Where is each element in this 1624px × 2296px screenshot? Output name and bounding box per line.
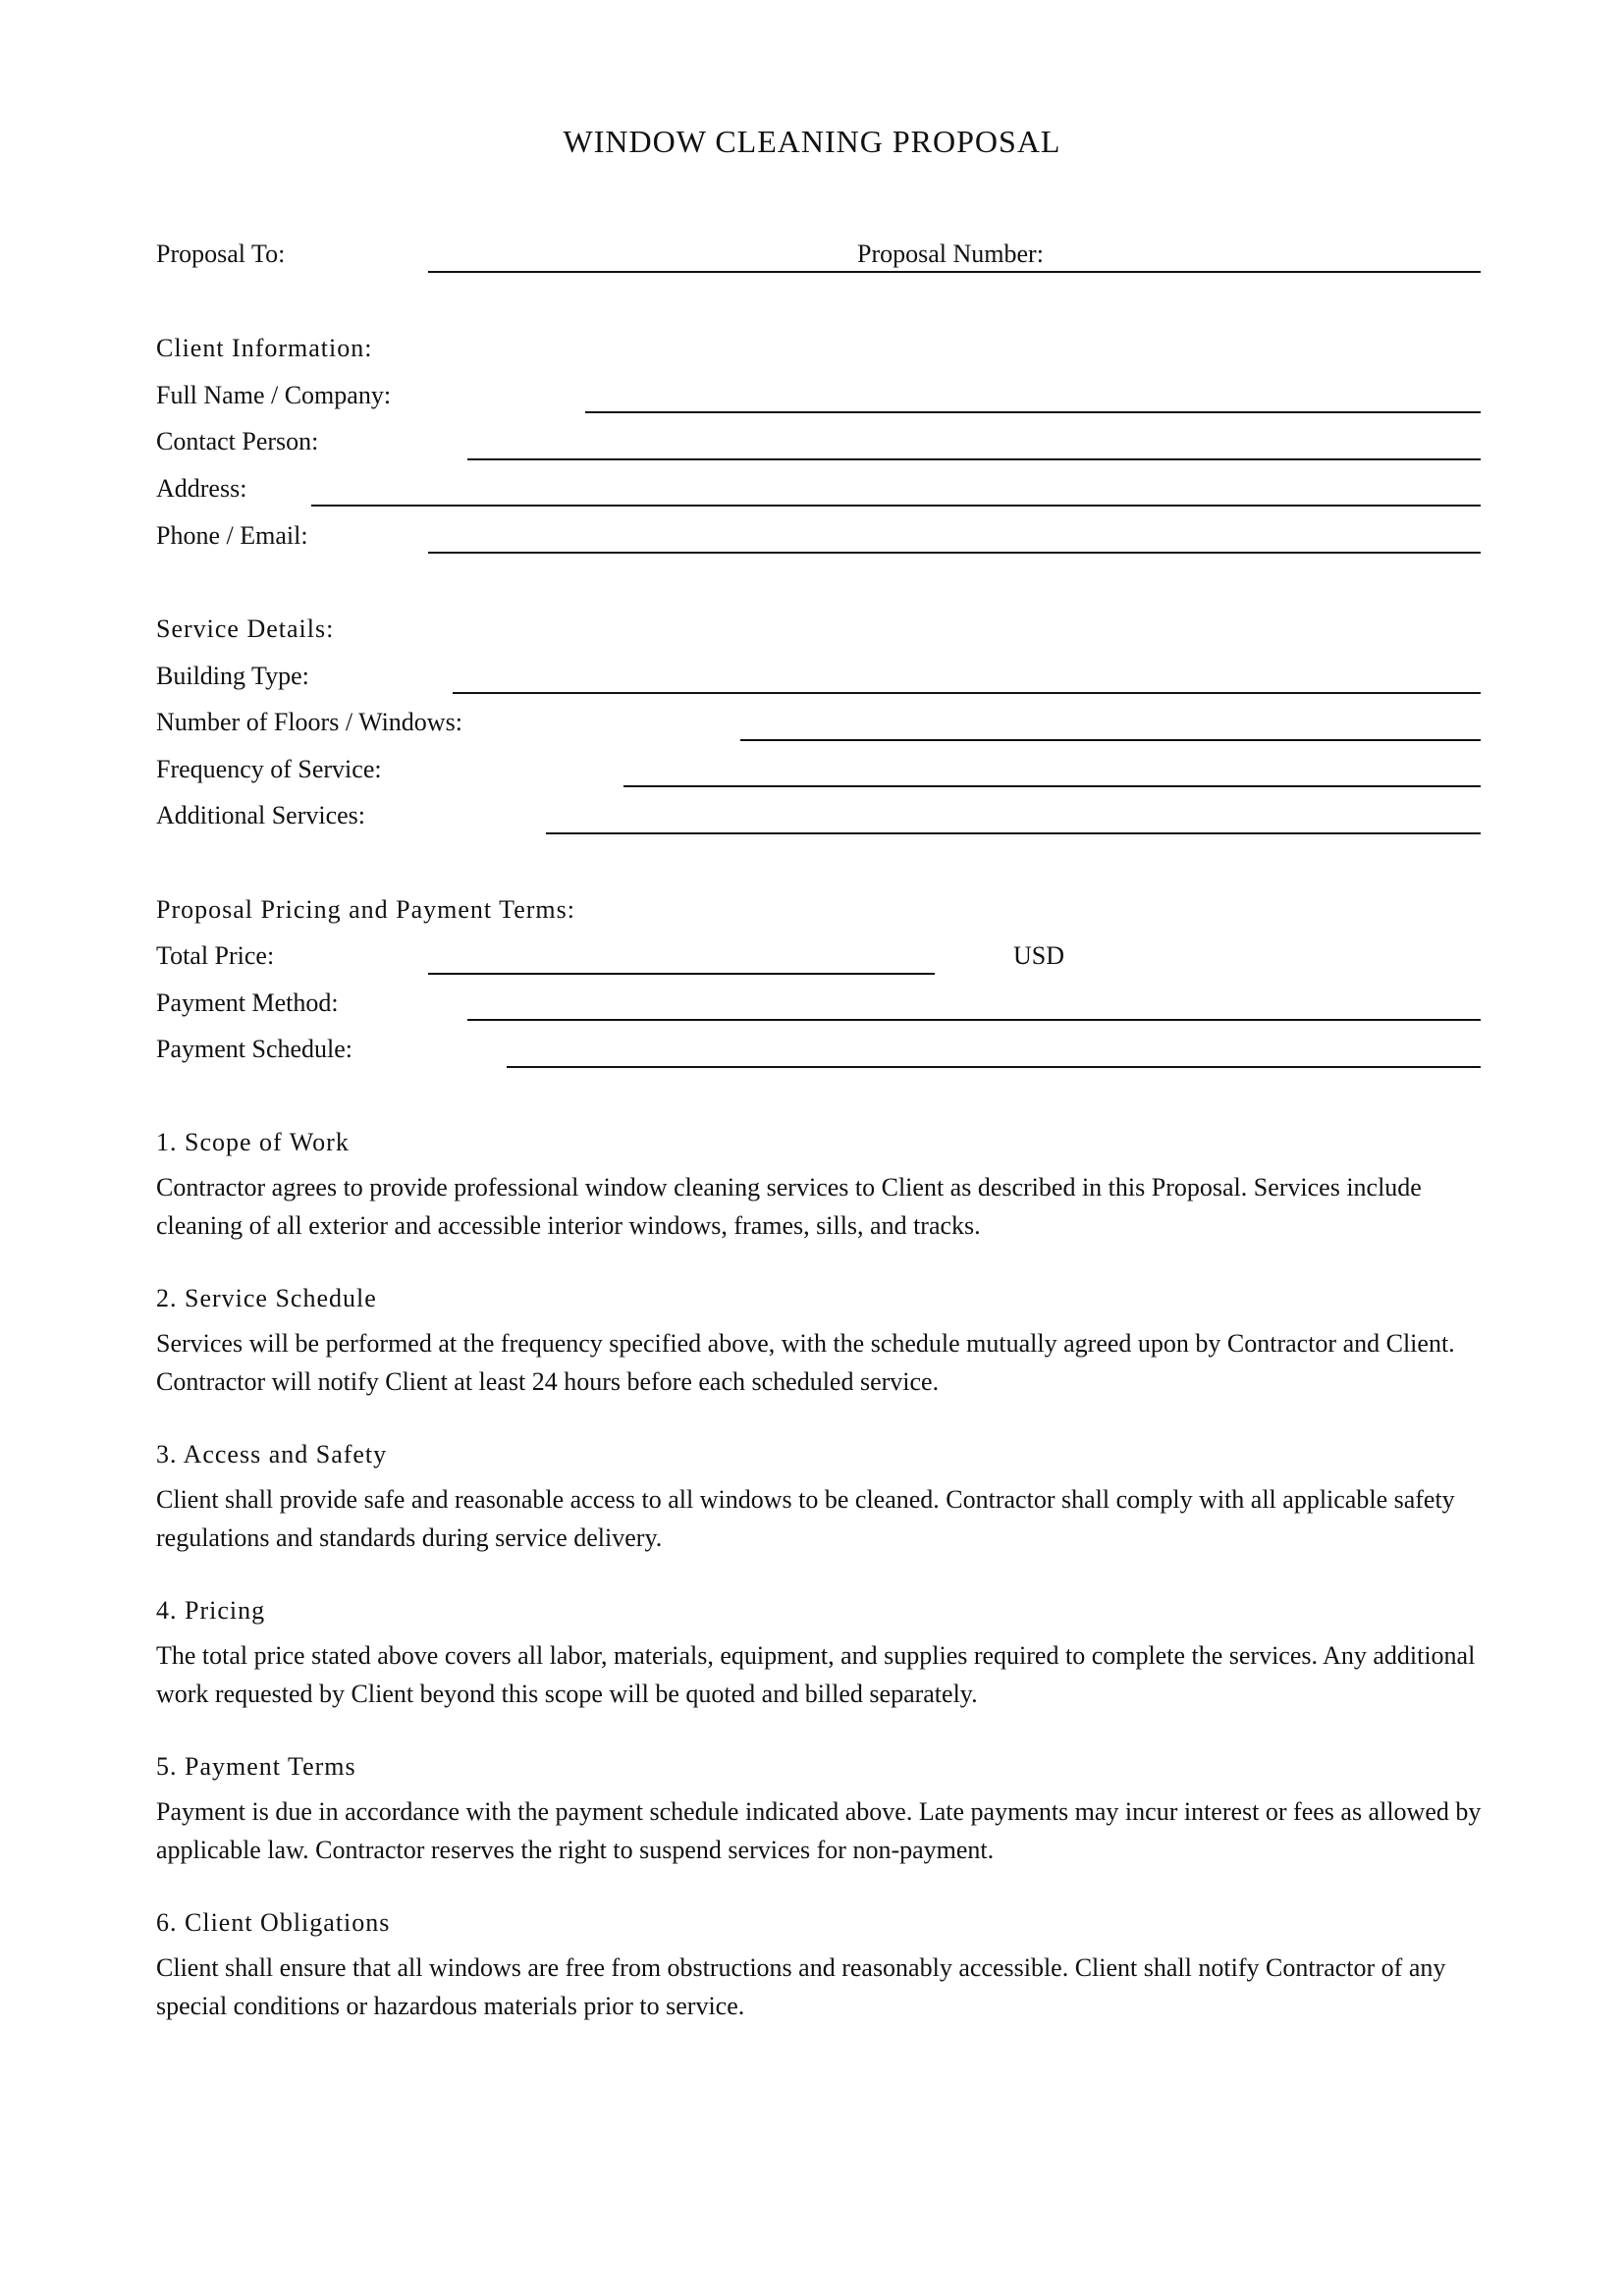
full-name-field[interactable] <box>585 411 1481 413</box>
service-details-heading: Service Details: <box>156 614 335 643</box>
proposal-to-label: Proposal To: <box>156 240 286 268</box>
section-body: Client shall ensure that all windows are free from obstructions and reasonably accessible. Client shall notify Contractor of any special conditions or hazardous materials prior to service. <box>156 1953 1446 2020</box>
section-service-schedule <box>156 1283 1491 1401</box>
section-body: Contractor agrees to provide professional window cleaning services to Client as described in this Proposal. Services include cleaning of all exterior and accessible interior windows, frames, sills, and tracks. <box>156 1173 1422 1240</box>
full-name-label: Full Name / Company: <box>156 381 392 409</box>
building-type-field[interactable] <box>453 692 1481 694</box>
building-type-label: Building Type: <box>156 662 309 690</box>
section-pricing <box>156 1595 1491 1713</box>
section-title: 2. Service Schedule <box>156 1284 377 1312</box>
frequency-field[interactable] <box>623 785 1481 787</box>
section-scope-of-work <box>156 1127 1491 1245</box>
client-info-heading: Client Information: <box>156 334 373 362</box>
total-price-field[interactable] <box>428 973 935 975</box>
section-client-obligations <box>156 1907 1491 2025</box>
payment-method-label: Payment Method: <box>156 988 339 1017</box>
document-title: WINDOW CLEANING PROPOSAL <box>563 124 1061 159</box>
address-field[interactable] <box>311 505 1481 507</box>
section-access-and-safety <box>156 1439 1491 1557</box>
frequency-label: Frequency of Service: <box>156 755 382 783</box>
section-body: The total price stated above covers all labor, materials, equipment, and supplies required to complete the services. Any additional work requested by Client beyond this scope will be quoted and billed separately. <box>156 1641 1476 1708</box>
section-body: Services will be performed at the frequency specified above, with the schedule mutually agreed upon by Contractor and Client. Contractor will notify Client at least 24 hours before each scheduled service. <box>156 1329 1455 1396</box>
floors-windows-label: Number of Floors / Windows: <box>156 708 462 736</box>
proposal-header-line[interactable] <box>428 271 1481 273</box>
payment-schedule-label: Payment Schedule: <box>156 1035 353 1063</box>
section-body: Payment is due in accordance with the payment schedule indicated above. Late payments may incur interest or fees as allowed by applicable law. Contractor reserves the right to suspend services for non-payment. <box>156 1797 1482 1864</box>
section-body: Client shall provide safe and reasonable access to all windows to be cleaned. Contractor shall comply with all applicable safety regulations and standards during service delivery. <box>156 1485 1455 1552</box>
payment-method-field[interactable] <box>467 1019 1481 1021</box>
payment-schedule-field[interactable] <box>507 1066 1481 1068</box>
total-price-label: Total Price: <box>156 941 275 970</box>
section-title: 5. Payment Terms <box>156 1752 356 1781</box>
additional-services-label: Additional Services: <box>156 801 366 829</box>
section-title: 3. Access and Safety <box>156 1440 388 1468</box>
section-title: 4. Pricing <box>156 1596 266 1625</box>
address-label: Address: <box>156 474 247 503</box>
phone-email-label: Phone / Email: <box>156 521 308 550</box>
section-payment-terms <box>156 1751 1491 1869</box>
contact-person-label: Contact Person: <box>156 427 319 455</box>
contact-person-field[interactable] <box>467 458 1481 460</box>
proposal-number-label: Proposal Number: <box>857 240 1044 268</box>
currency-label: USD <box>1013 941 1065 970</box>
phone-email-field[interactable] <box>428 552 1481 554</box>
floors-windows-field[interactable] <box>740 739 1481 741</box>
pricing-heading: Proposal Pricing and Payment Terms: <box>156 895 575 924</box>
section-title: 6. Client Obligations <box>156 1908 391 1937</box>
additional-services-field[interactable] <box>546 832 1481 834</box>
section-title: 1. Scope of Work <box>156 1128 350 1156</box>
